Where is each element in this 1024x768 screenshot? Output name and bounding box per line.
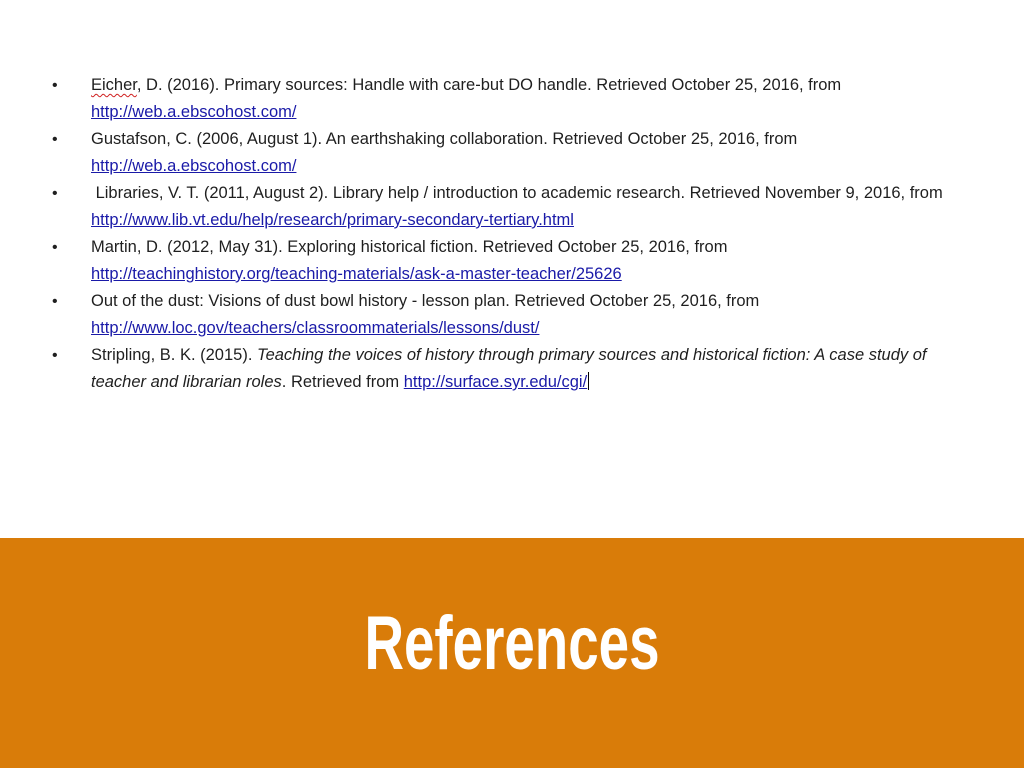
reference-body: Out of the dust: Visions of dust bowl history - lesson plan. Retrieved October 25, 2016, from — [91, 292, 760, 310]
reference-link[interactable]: http://web.a.ebscohost.com/ — [91, 103, 297, 121]
reference-title-italic: Teaching the voices of history through primary sources and historical fiction: A case study of teacher and librarian roles — [91, 346, 927, 391]
reference-item — [52, 180, 972, 234]
reference-text — [91, 76, 841, 121]
reference-link[interactable]: http://www.loc.gov/teachers/classroommaterials/lessons/dust/ — [91, 319, 540, 337]
reference-text — [91, 238, 727, 283]
reference-item — [52, 342, 972, 396]
reference-body: Gustafson, C. (2006, August 1). An earthshaking collaboration. Retrieved October 25, 2016, from — [91, 130, 798, 148]
reference-body: Martin, D. (2012, May 31). Exploring historical fiction. Retrieved October 25, 2016, from — [91, 238, 728, 256]
bullet: • — [52, 131, 58, 148]
reference-item — [52, 72, 972, 126]
slide-title: References — [364, 601, 660, 686]
references-list — [52, 72, 972, 396]
bullet: • — [52, 347, 58, 364]
reference-text — [91, 130, 797, 175]
reference-item — [52, 234, 972, 288]
bullet: • — [52, 239, 58, 256]
reference-item — [52, 288, 972, 342]
reference-text — [91, 184, 947, 229]
reference-body: Libraries, V. T. (2011, August 2). Library help / introduction to academic research. Retrieved November 9, 2016, from — [91, 184, 948, 202]
reference-body: , D. (2016). Primary sources: Handle with care-but DO handle. Retrieved October 25, 2016, from — [136, 76, 842, 94]
reference-link[interactable]: http://teachinghistory.org/teaching-materials/ask-a-master-teacher/25626 — [91, 265, 622, 283]
reference-text — [91, 346, 927, 391]
text-cursor — [588, 372, 589, 390]
spellcheck-word: Eicher — [91, 76, 137, 94]
reference-text — [91, 292, 759, 337]
reference-link[interactable]: http://surface.syr.edu/cgi/ — [403, 373, 588, 391]
reference-link[interactable]: http://web.a.ebscohost.com/ — [91, 157, 297, 175]
reference-item — [52, 126, 972, 180]
reference-body: Stripling, B. K. (2015). — [91, 346, 257, 364]
reference-body-tail: . Retrieved from — [281, 373, 404, 391]
reference-link[interactable]: http://www.lib.vt.edu/help/research/primary-secondary-tertiary.html — [91, 211, 574, 229]
bullet: • — [52, 185, 58, 202]
bullet: • — [52, 293, 58, 310]
bullet: • — [52, 77, 58, 94]
